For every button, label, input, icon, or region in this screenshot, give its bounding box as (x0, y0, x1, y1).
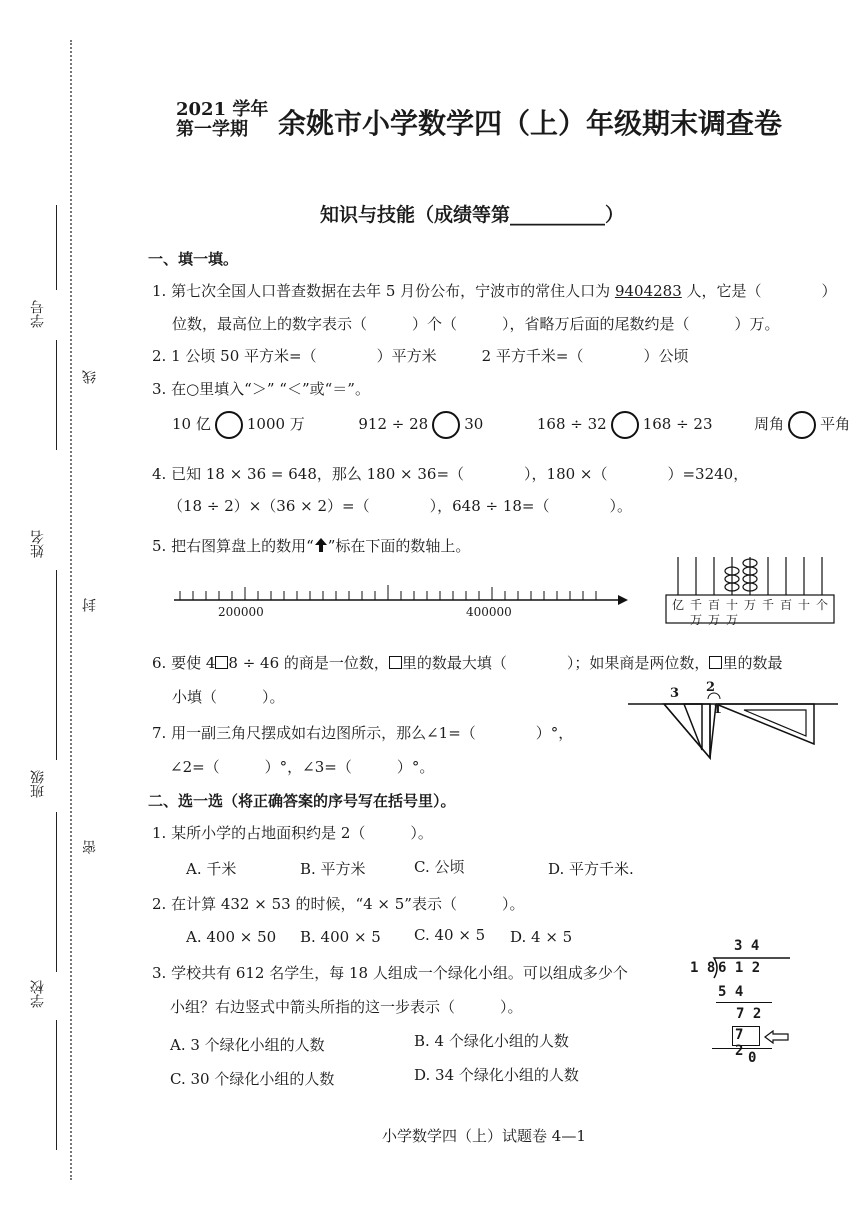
abacus-labels-bottom (690, 611, 744, 628)
q1-suffix: 人，它是（ ） (681, 282, 837, 300)
compare-a-right: 1000 万 (246, 415, 305, 433)
abacus-label: 千 (762, 598, 775, 612)
seal-seal-char: 封 (82, 598, 98, 612)
s2-q2: 2. 在计算 432 × 53 的时候，“4 × 5”表示（ ）。 (152, 895, 525, 913)
section2-title: 二、选一选（将正确答案的序号写在括号里）。 (148, 792, 456, 810)
compare-circle-1[interactable] (215, 411, 243, 439)
seal-line-char: 线 (82, 370, 98, 384)
up-arrow-icon (314, 537, 328, 553)
name-line (56, 570, 57, 760)
division-step1: 5 4 (718, 984, 744, 1000)
abacus-label: 十 (798, 598, 811, 612)
student-id-label: 学号 (30, 300, 46, 328)
division-remainder: 0 (748, 1050, 757, 1066)
abacus-label: 万 (708, 613, 721, 627)
q3: 3. 在○里填入“＞” “＜”或“＝”。 (152, 380, 370, 398)
q2: 2. 1 公顷 50 平方米=（ ）平方米 2 平方千米=（ ）公顷 (152, 347, 689, 365)
class-label: 班级 (30, 770, 46, 798)
s2-q1: 1. 某所小学的占地面积约是 2（ ）。 (152, 824, 433, 842)
q3-compare-row (172, 411, 850, 439)
s2-q3-option-d: D. 34 个绿化小组的人数 (414, 1066, 579, 1084)
term-block (176, 100, 268, 140)
s2-q1-option-a: A. 千米 (186, 860, 237, 878)
q4-line1: 4. 已知 18 × 36 = 648，那么 180 × 36=（ ），180 ×（ ）=3240， (152, 465, 749, 483)
year-text: 2021 学年 (176, 99, 269, 120)
s2-q1-option-b: B. 平方米 (300, 860, 366, 878)
axis-label-200000: 200000 (218, 605, 264, 619)
subtitle: 知识与技能（成绩等第__________） (320, 204, 625, 226)
left-arrow-icon (764, 1030, 790, 1044)
s2-q3-line2: 小组？右边竖式中箭头所指的这一步表示（ ）。 (170, 998, 523, 1016)
school-label: 学校 (30, 980, 46, 1008)
page-footer: 小学数学四（上）试题卷 4—1 (382, 1127, 586, 1145)
abacus-label: 万 (726, 613, 739, 627)
q7-line1: 7. 用一副三角尺摆成如右边图所示，那么∠1=（ ）°， (152, 724, 574, 742)
student-id-line-lower (56, 340, 57, 450)
abacus-label: 个 (816, 598, 829, 612)
name-label: 姓名 (30, 530, 46, 558)
division-step3-box (732, 1026, 760, 1059)
compare-circle-2[interactable] (432, 411, 460, 439)
compare-c-left: 168 ÷ 32 (536, 415, 607, 433)
blank-square (709, 656, 722, 669)
abacus-label: 亿 (672, 598, 685, 612)
q1-number: 9404283 (614, 282, 682, 300)
blank-square (389, 656, 402, 669)
s2-q3-option-b: B. 4 个绿化小组的人数 (414, 1032, 569, 1050)
q7-line2: ∠2=（ ）°，∠3=（ ）°。 (170, 758, 435, 776)
long-division (690, 938, 810, 1073)
q6-text-4: 里的数最 (722, 654, 783, 672)
blank-square[interactable] (215, 656, 228, 669)
q6-line2: 小填（ ）。 (172, 688, 285, 706)
s2-q2-option-c: C. 40 × 5 (414, 926, 486, 944)
abacus-label: 千 (690, 598, 703, 612)
q4-line2: （18 ÷ 2）×（36 × 2）=（ ），648 ÷ 18=（ ）。 (168, 497, 632, 515)
compare-a-left: 10 亿 (172, 415, 211, 433)
division-step2: 7 2 (736, 1006, 762, 1022)
s2-q1-option-d: D. 平方千米. (548, 860, 634, 878)
s2-q3-line1: 3. 学校共有 612 名学生，每 18 人组成一个绿化小组。可以组成多少个 (152, 964, 628, 982)
class-line (56, 812, 57, 972)
s2-q2-option-d: D. 4 × 5 (510, 928, 573, 946)
q1-prefix: 1. 第七次全国人口普查数据在去年 5 月份公布，宁波市的常住人口为 (152, 282, 615, 300)
s2-q3-option-a: A. 3 个绿化小组的人数 (170, 1036, 325, 1054)
term-text: 第一学期 (176, 119, 248, 140)
division-step3: 7 2 (735, 1027, 744, 1059)
compare-c-right: 168 ÷ 23 (642, 415, 713, 433)
division-rule-2 (712, 1048, 772, 1049)
q5-prefix: 5. 把右图算盘上的数用“ (152, 537, 314, 555)
abacus-label: 十 (726, 598, 739, 612)
abacus-label: 百 (780, 598, 793, 612)
q6-text-3: 里的数最大填（ ）；如果商是两位数， (401, 654, 710, 672)
compare-b-right: 30 (464, 415, 484, 433)
division-quotient: 3 4 (734, 938, 760, 954)
compare-d-left: 周角 (754, 415, 785, 433)
abacus-label: 万 (690, 613, 703, 627)
q6-text-1: 6. 要使 4 (152, 654, 216, 672)
compare-circle-3[interactable] (611, 411, 639, 439)
s2-q1-option-c: C. 公顷 (414, 858, 465, 876)
angle-label-2: 2 (706, 680, 716, 695)
s2-q2-option-b: B. 400 × 5 (300, 928, 381, 946)
q5 (152, 535, 470, 556)
division-rule-1 (716, 1002, 772, 1003)
axis-label-400000: 400000 (466, 605, 512, 619)
angle-label-3: 3 (670, 686, 680, 701)
compare-d-right: 平角 (820, 415, 851, 433)
school-line (56, 1020, 57, 1150)
division-divisor: 1 8 (690, 960, 716, 976)
page-title: 余姚市小学数学四（上）年级期末调查卷 (278, 107, 783, 140)
q5-suffix: ”标在下面的数轴上。 (327, 537, 471, 555)
binding-dotted-line (70, 40, 72, 1180)
angle-label-1: 1 (713, 702, 723, 717)
q1-line1 (152, 280, 837, 301)
set-square-figure (624, 680, 844, 770)
student-id-line (56, 205, 57, 290)
seal-secret-char: 密 (82, 840, 98, 854)
s2-q2-option-a: A. 400 × 50 (186, 928, 277, 946)
section1-title: 一、填一填。 (148, 250, 239, 268)
compare-b-left: 912 ÷ 28 (358, 415, 429, 433)
q6-line1 (152, 652, 782, 673)
compare-circle-4[interactable] (788, 411, 816, 439)
q6-text-2: 8 ÷ 46 的商是一位数， (228, 654, 389, 672)
s2-q3-option-c: C. 30 个绿化小组的人数 (170, 1070, 335, 1088)
abacus-label: 万 (744, 598, 757, 612)
abacus-label: 百 (708, 598, 721, 612)
q1-line2: 位数，最高位上的数字表示（ ）个（ ），省略万后面的尾数约是（ ）万。 (172, 315, 780, 333)
division-dividend: 6 1 2 (718, 960, 761, 976)
